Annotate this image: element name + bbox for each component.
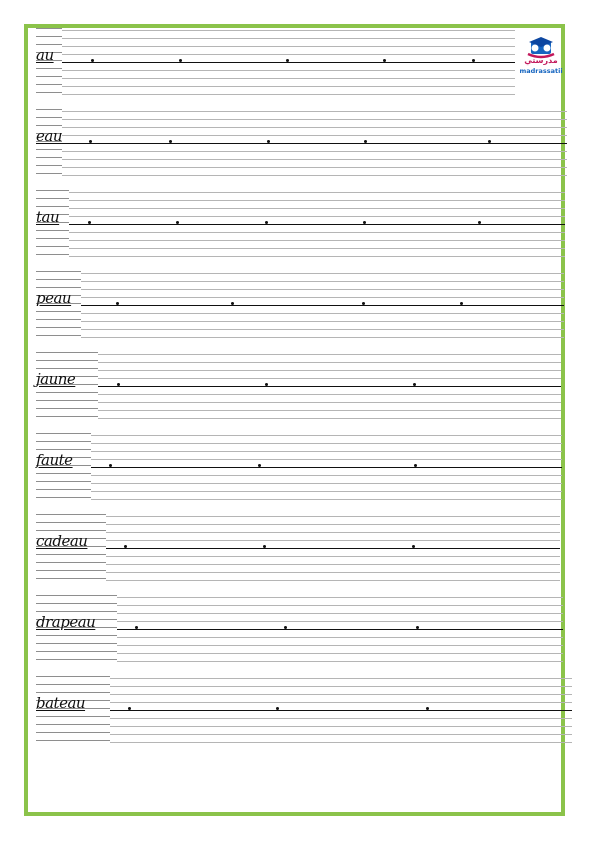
practice-guide-line [69,192,565,193]
start-dot [362,302,365,305]
start-dot [169,140,172,143]
start-dot [258,464,261,467]
model-guide-line [36,392,98,393]
writing-baseline [110,710,572,711]
start-dot [267,140,270,143]
model-guide-line [36,360,98,361]
practice-guide-line [81,329,564,330]
practice-guide-line [110,694,572,695]
model-guide-line [36,481,91,482]
model-guide-line [36,157,62,158]
practice-guide-line [62,30,515,31]
writing-baseline [117,629,563,630]
practice-guide-line [117,613,563,614]
practice-guide-line [62,46,515,47]
model-guide-line [36,578,106,579]
start-dot [364,140,367,143]
start-dot [91,59,94,62]
practice-guide-line [69,200,565,201]
start-dot [117,383,120,386]
start-dot [363,221,366,224]
model-guide-line [36,635,117,636]
model-guide-line [36,109,62,110]
model-guide-line [36,311,81,312]
practice-guide-line [91,435,562,436]
model-guide-line [36,246,69,247]
practice-guide-line [106,532,560,533]
model-guide-line [36,76,62,77]
start-dot [128,707,131,710]
practice-guide-line [81,337,564,338]
practice-guide-line [117,597,563,598]
start-dot [426,707,429,710]
start-dot [265,221,268,224]
practice-guide-line [91,483,562,484]
model-guide-line [36,611,117,612]
model-guide-line [36,416,98,417]
practice-guide-line [69,248,565,249]
practice-guide-line [91,475,562,476]
practice-guide-line [98,410,561,411]
practice-guide-line [110,718,572,719]
practice-guide-line [62,119,567,120]
practice-guide-line [81,297,564,298]
model-guide-line [36,732,110,733]
practice-guide-line [98,354,561,355]
practice-guide-line [91,451,562,452]
start-dot [276,707,279,710]
model-guide-line [36,271,81,272]
practice-guide-line [81,289,564,290]
practice-guide-line [62,78,515,79]
start-dot [488,140,491,143]
practice-guide-line [98,370,561,371]
model-guide-line [36,319,81,320]
practice-guide-line [106,580,560,581]
practice-guide-line [91,443,562,444]
practice-guide-line [117,661,563,662]
model-word: eau [36,127,62,145]
brand-name-latin: madrassatii [519,67,563,75]
model-guide-line [36,173,62,174]
practice-guide-line [62,70,515,71]
practice-guide-line [81,313,564,314]
start-dot [179,59,182,62]
practice-guide-line [62,159,567,160]
model-guide-line [36,740,110,741]
writing-baseline [62,143,567,144]
model-guide-line [36,206,69,207]
model-guide-line [36,441,91,442]
model-word: bateau [36,694,86,712]
model-guide-line [36,716,110,717]
practice-guide-line [81,281,564,282]
model-guide-line [36,724,110,725]
writing-baseline [81,305,564,306]
practice-guide-line [62,135,567,136]
model-guide-line [36,449,91,450]
model-guide-line [36,489,91,490]
start-dot [231,302,234,305]
start-dot [135,626,138,629]
writing-baseline [106,548,560,549]
practice-guide-line [62,151,567,152]
model-guide-line [36,368,98,369]
start-dot [116,302,119,305]
practice-guide-line [98,402,561,403]
model-word: jaune [36,370,76,388]
model-guide-line [36,643,117,644]
model-word: au [36,46,54,64]
model-guide-line [36,279,81,280]
practice-guide-line [98,394,561,395]
practice-guide-line [110,734,572,735]
model-word: peau [36,289,72,307]
practice-guide-line [106,572,560,573]
start-dot [263,545,266,548]
practice-guide-line [62,86,515,87]
practice-guide-line [62,175,567,176]
model-guide-line [36,68,62,69]
start-dot [472,59,475,62]
practice-guide-line [69,256,565,257]
practice-guide-line [106,564,560,565]
brand-name-arabic: مدرستي [524,56,558,65]
model-guide-line [36,238,69,239]
start-dot [460,302,463,305]
writing-baseline [69,224,565,225]
model-guide-line [36,352,98,353]
model-guide-line [36,230,69,231]
start-dot [124,545,127,548]
practice-guide-line [81,321,564,322]
practice-guide-line [62,54,515,55]
practice-guide-line [117,653,563,654]
practice-guide-line [106,516,560,517]
model-guide-line [36,473,91,474]
practice-guide-line [110,686,572,687]
start-dot [478,221,481,224]
model-guide-line [36,408,98,409]
model-guide-line [36,554,106,555]
practice-guide-line [91,459,562,460]
model-guide-line [36,433,91,434]
model-guide-line [36,44,62,45]
start-dot [109,464,112,467]
model-guide-line [36,92,62,93]
practice-guide-line [98,378,561,379]
model-guide-line [36,165,62,166]
start-dot [413,383,416,386]
model-guide-line [36,684,110,685]
start-dot [383,59,386,62]
practice-guide-line [69,232,565,233]
model-guide-line [36,149,62,150]
model-guide-line [36,603,117,604]
practice-guide-line [91,499,562,500]
model-word: tau [36,208,60,226]
model-guide-line [36,117,62,118]
practice-guide-line [106,524,560,525]
model-guide-line [36,522,106,523]
practice-guide-line [98,418,561,419]
model-word: cadeau [36,532,88,550]
practice-guide-line [81,273,564,274]
practice-guide-line [69,216,565,217]
start-dot [265,383,268,386]
writing-baseline [91,467,562,468]
practice-guide-line [106,540,560,541]
model-guide-line [36,570,106,571]
practice-guide-line [110,742,572,743]
model-guide-line [36,36,62,37]
practice-guide-line [110,678,572,679]
model-guide-line [36,497,91,498]
practice-guide-line [69,240,565,241]
model-guide-line [36,287,81,288]
model-guide-line [36,595,117,596]
start-dot [89,140,92,143]
practice-guide-line [117,605,563,606]
start-dot [284,626,287,629]
model-guide-line [36,190,69,191]
start-dot [176,221,179,224]
writing-baseline [98,386,561,387]
practice-guide-line [110,726,572,727]
model-guide-line [36,514,106,515]
model-word: faute [36,451,73,469]
practice-guide-line [62,38,515,39]
model-guide-line [36,327,81,328]
practice-guide-line [117,621,563,622]
practice-guide-line [98,362,561,363]
model-guide-line [36,28,62,29]
practice-guide-line [62,167,567,168]
start-dot [416,626,419,629]
model-word: drapeau [36,613,96,631]
model-guide-line [36,400,98,401]
practice-guide-line [117,645,563,646]
practice-guide-line [106,556,560,557]
model-guide-line [36,659,117,660]
model-guide-line [36,676,110,677]
practice-guide-line [117,637,563,638]
model-guide-line [36,125,62,126]
start-dot [286,59,289,62]
practice-guide-line [69,208,565,209]
writing-baseline [62,62,515,63]
start-dot [414,464,417,467]
model-guide-line [36,562,106,563]
practice-guide-line [91,491,562,492]
practice-guide-line [62,127,567,128]
model-guide-line [36,84,62,85]
model-guide-line [36,254,69,255]
start-dot [88,221,91,224]
model-guide-line [36,335,81,336]
practice-guide-line [62,111,567,112]
start-dot [412,545,415,548]
model-guide-line [36,530,106,531]
practice-guide-line [110,702,572,703]
model-guide-line [36,651,117,652]
practice-guide-line [62,94,515,95]
model-guide-line [36,198,69,199]
model-guide-line [36,692,110,693]
